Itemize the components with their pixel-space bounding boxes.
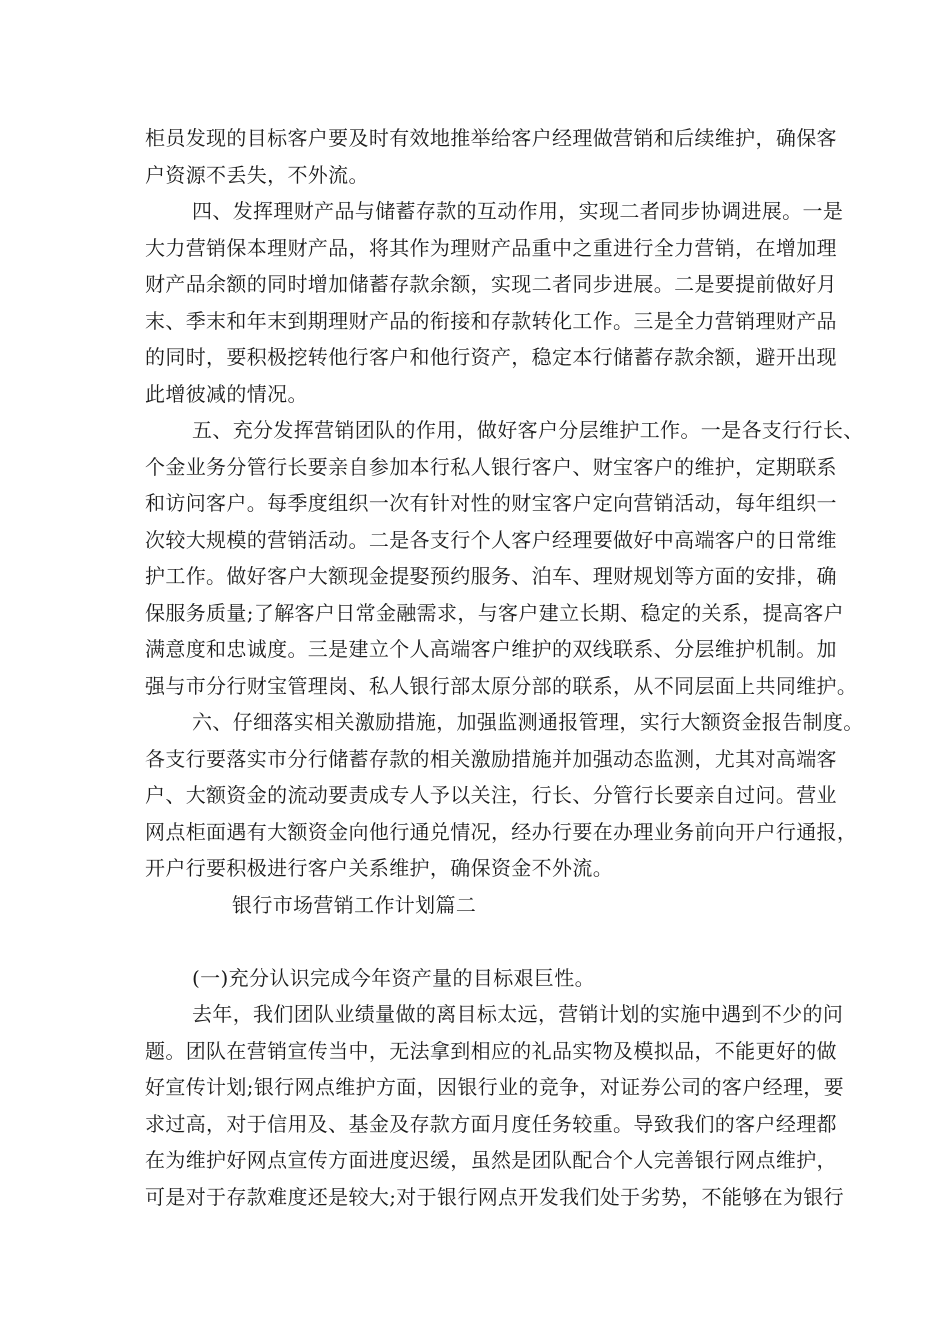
paragraph-start-4: 四、发挥理财产品与储蓄存款的互动作用，实现二者同步协调进展。一是 — [192, 199, 844, 223]
paragraph-start-5: 五、充分发挥营销团队的作用，做好客户分层维护工作。一是各支行行长、 — [192, 418, 864, 442]
text-line: 大力营销保本理财产品，将其作为理财产品重中之重进行全力营销，在增加理 — [145, 236, 837, 260]
text-line: 求过高，对于信用及、基金及存款方面月度任务较重。导致我们的客户经理都 — [145, 1112, 837, 1136]
text-line: 好宣传计划;银行网点维护方面，因银行业的竞争，对证券公司的客户经理，要 — [145, 1075, 844, 1099]
text-line: 题。团队在营销宣传当中，无法拿到相应的礼品实物及模拟品，不能更好的做 — [145, 1039, 837, 1063]
text-line: 网点柜面遇有大额资金向他行通兑情况，经办行要在办理业务前向开户行通报， — [145, 820, 858, 844]
text-line: 次较大规模的营销活动。二是各支行个人客户经理要做好中高端客户的日常维 — [145, 528, 837, 552]
paragraph-start: 去年，我们团队业绩量做的离目标太远，营销计划的实施中遇到不少的问 — [192, 1002, 844, 1026]
text-line: 和访问客户。每季度组织一次有针对性的财宝客户定向营销活动，每年组织一 — [145, 491, 837, 515]
paragraph-start-6: 六、仔细落实相关激励措施，加强监测通报管理，实行大额资金报告制度。 — [192, 710, 864, 734]
text-line: 财产品余额的同时增加储蓄存款余额，实现二者同步进展。二是要提前做好月 — [145, 272, 837, 296]
text-line: 各支行要落实市分行储蓄存款的相关激励措施并加强动态监测，尤其对高端客 — [145, 747, 837, 771]
text-line: 满意度和忠诚度。三是建立个人高端客户维护的双线联系、分层维护机制。加 — [145, 637, 837, 661]
text-line: 护工作。做好客户大额现金提娶预约服务、泊车、理财规划等方面的安排，确 — [145, 564, 837, 588]
text-line: 的同时，要积极挖转他行客户和他行资产，稳定本行储蓄存款余额，避开出现 — [145, 345, 837, 369]
section-heading: 银行市场营销工作计划篇二 — [232, 893, 477, 917]
text-line: 户资源不丢失，不外流。 — [145, 163, 369, 187]
text-line: 末、季末和年末到期理财产品的衔接和存款转化工作。三是全力营销理财产品 — [145, 309, 837, 333]
text-line: 在为维护好网点宣传方面进度迟缓，虽然是团队配合个人完善银行网点维护， — [145, 1148, 837, 1172]
subsection-heading: (一)充分认识完成今年资产量的目标艰巨性。 — [192, 966, 595, 990]
text-line: 柜员发现的目标客户要及时有效地推举给客户经理做营销和后续维护，确保客 — [145, 126, 837, 150]
text-line: 可是对于存款难度还是较大;对于银行网点开发我们处于劣势，不能够在为银行 — [145, 1185, 844, 1209]
text-line: 此增彼减的情况。 — [145, 382, 308, 406]
text-line: 开户行要积极进行客户关系维护，确保资金不外流。 — [145, 856, 614, 880]
text-line: 保服务质量;了解客户日常金融需求，与客户建立长期、稳定的关系，提高客户 — [145, 601, 844, 625]
text-line: 个金业务分管行长要亲自参加本行私人银行客户、财宝客户的维护，定期联系 — [145, 455, 837, 479]
text-line: 户、大额资金的流动要责成专人予以关注，行长、分管行长要亲自过问。营业 — [145, 783, 837, 807]
text-line: 强与市分行财宝管理岗、私人银行部太原分部的联系，从不同层面上共同维护。 — [145, 674, 858, 698]
